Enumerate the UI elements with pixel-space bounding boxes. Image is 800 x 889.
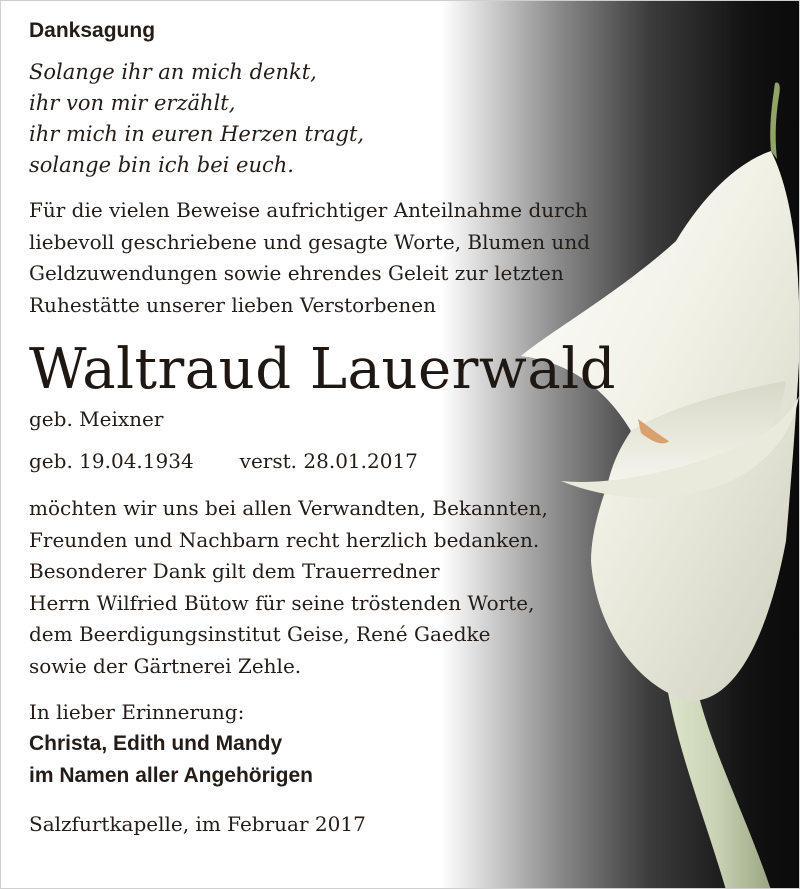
obituary-text (29, 19, 769, 838)
paragraph-line: Freunden und Nachbarn recht herzlich bedanken. (29, 527, 540, 552)
paragraph-line: dem Beerdigungsinstitut Geise, René Gaedke (29, 622, 491, 646)
paragraph-line: Für die vielen Beweise aufrichtiger Anteilnahme durch (29, 198, 588, 222)
closing-intro: In lieber Erinnerung: (29, 700, 245, 724)
signatory-names: Christa, Edith und Mandy (29, 732, 283, 755)
paragraph-line: Besonderer Dank gilt dem Trauerredner (29, 559, 440, 583)
paragraph-line: möchten wir uns bei allen Verwandten, Bekannten, (29, 496, 548, 520)
poem (29, 57, 769, 181)
paragraph-line: sowie der Gärtnerei Zehle. (29, 653, 302, 678)
paragraph-line: Ruhestätte unserer lieben Verstorbenen (29, 292, 436, 317)
closing-signature (29, 696, 769, 792)
poem-line: solange bin ich bei euch. (29, 153, 294, 177)
poem-line: ihr von mir erzählt, (29, 91, 236, 115)
life-dates (29, 447, 769, 475)
maiden-name: geb. Meixner (29, 407, 164, 431)
death-date: verst. 28.01.2017 (239, 449, 418, 473)
deceased-name: Waltraud Lauerwald (29, 337, 616, 402)
thanks-paragraph (29, 493, 769, 682)
birth-date: geb. 19.04.1934 (29, 449, 194, 473)
signatory-family: im Namen aller Angehörigen (29, 764, 313, 787)
intro-paragraph (29, 195, 769, 321)
heading: Danksagung (29, 19, 156, 42)
poem-line: Solange ihr an mich denkt, (29, 60, 317, 84)
poem-line: ihr mich in euren Herzen tragt, (29, 122, 365, 146)
paragraph-line: Herrn Wilfried Bütow für seine tröstenden Worte, (29, 590, 535, 615)
paragraph-line: Geldzuwendungen sowie ehrendes Geleit zur letzten (29, 261, 564, 285)
place-date: Salzfurtkapelle, im Februar 2017 (29, 812, 366, 836)
paragraph-line: liebevoll geschriebene und gesagte Worte, Blumen und (29, 229, 590, 254)
